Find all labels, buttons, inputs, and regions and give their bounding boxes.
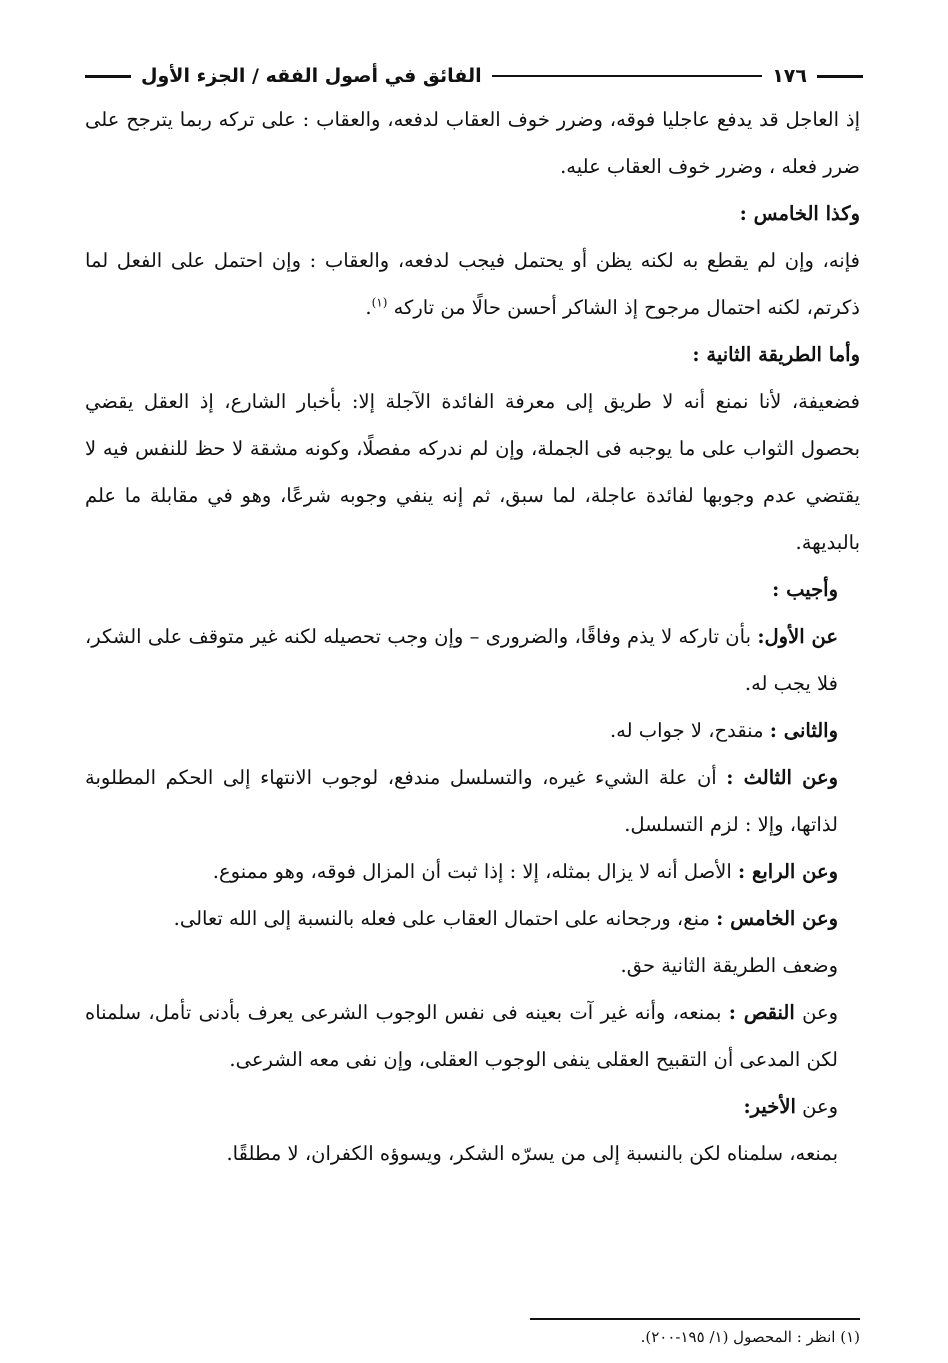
answer-label: والثانى : [769, 719, 838, 742]
paragraph: إذ العاجل قد يدفع عاجليا فوقه، وضرر خوف العقاب لدفعه، والعقاب : على تركه ربما يترجح على ضرر فعله ، وضرر خوف العقاب عليه. [85, 108, 860, 178]
answer-paragraph: بمنعه، سلمناه لكن بالنسبة إلى من يسرّه الشكر، ويسوؤه الكفران، لا مطلقًا. [226, 1142, 838, 1165]
answer-label: وعن الخامس : [716, 907, 838, 930]
paragraph [85, 237, 860, 331]
answer-prefix: وعن [802, 1001, 838, 1024]
page-number: ١٧٦ [772, 65, 807, 87]
answer-label: النقص : [728, 1001, 795, 1024]
footnote-reference: (١) [371, 295, 388, 310]
header-rule-center [492, 75, 763, 77]
answer-prefix: وعن [802, 1095, 838, 1118]
paragraph-text: فإنه، وإن لم يقطع به لكنه يظن أو يحتمل فيجب لدفعه، والعقاب : وإن احتمل على الفعل لما ذكرتم، لكنه احتمال مرجوح إذ الشاكر أحسن حالًا من تاركه [85, 249, 860, 319]
answer-paragraph [85, 707, 860, 754]
footnote-separator [530, 1318, 860, 1320]
answer-paragraph: وضعف الطريقة الثانية حق. [620, 954, 838, 977]
section-heading: وأما الطريقة الثانية : [692, 343, 860, 366]
answer-paragraph [85, 754, 860, 848]
answer-paragraph [85, 613, 860, 707]
section-heading: وكذا الخامس : [739, 202, 860, 225]
answer-paragraph [85, 848, 860, 895]
answer-text: الأصل أنه لا يزال بمثله، إلا : إذا ثبت أن المزال فوقه، وهو ممنوع. [212, 860, 732, 883]
answer-label: وعن الثالث : [726, 766, 838, 789]
main-text [85, 96, 860, 1177]
answer-text: منع، ورجحانه على احتمال العقاب على فعله بالنسبة إلى الله تعالى. [173, 907, 710, 930]
answer-text: بمنعه، وأنه غير آت بعينه فى نفس الوجوب الشرعى يعرف بأدنى تأمل، سلمناه لكن المدعى أن التقبيح العقلى ينفى الوجوب العقلى، وإن نفى معه الشرعى. [85, 1001, 838, 1071]
header-rule-left [85, 75, 131, 78]
answer-text: بأن تاركه لا يذم وفاقًا، والضرورى – وإن وجب تحصيله لكنه غير متوقف على الشكر، فلا يجب له. [85, 625, 838, 695]
footnote: (١) انظر : المحصول (١/ ١٩٥-٢٠٠). [640, 1328, 860, 1346]
answer-label: وعن الرابع : [737, 860, 838, 883]
paragraph-end: . [365, 296, 372, 319]
running-title: الفائق في أصول الفقه / الجزء الأول [141, 65, 482, 87]
answer-label: الأخير: [743, 1095, 796, 1118]
running-header [85, 58, 863, 94]
header-rule-right [817, 75, 863, 78]
answer-paragraph [85, 989, 860, 1083]
answer-text: أن علة الشيء غيره، والتسلسل مندفع، لوجوب الانتهاء إلى الحكم المطلوبة لذاتها، وإلا : لزم التسلسل. [85, 766, 838, 836]
answer-label: عن الأول: [757, 625, 839, 648]
answer-paragraph [85, 1083, 860, 1130]
section-heading: وأجيب : [772, 578, 838, 601]
answer-text: منقدح، لا جواب له. [609, 719, 764, 742]
answer-paragraph [85, 895, 860, 942]
paragraph: فضعيفة، لأنا نمنع أنه لا طريق إلى معرفة الفائدة الآجلة إلا: بأخبار الشارع، إذ العقل يقضي بحصول الثواب على ما يوجبه فى الجملة، وإن لم ندركه مفصلًا، وكونه مشقة لا حظ للنفس فيه لا يقتضي عدم وجوبها لفائدة عاجلة، لما سبق، ثم إنه ينفي وجوبه شرعًا، وهو في مقابلة ما علم بالبديهة. [85, 390, 860, 554]
